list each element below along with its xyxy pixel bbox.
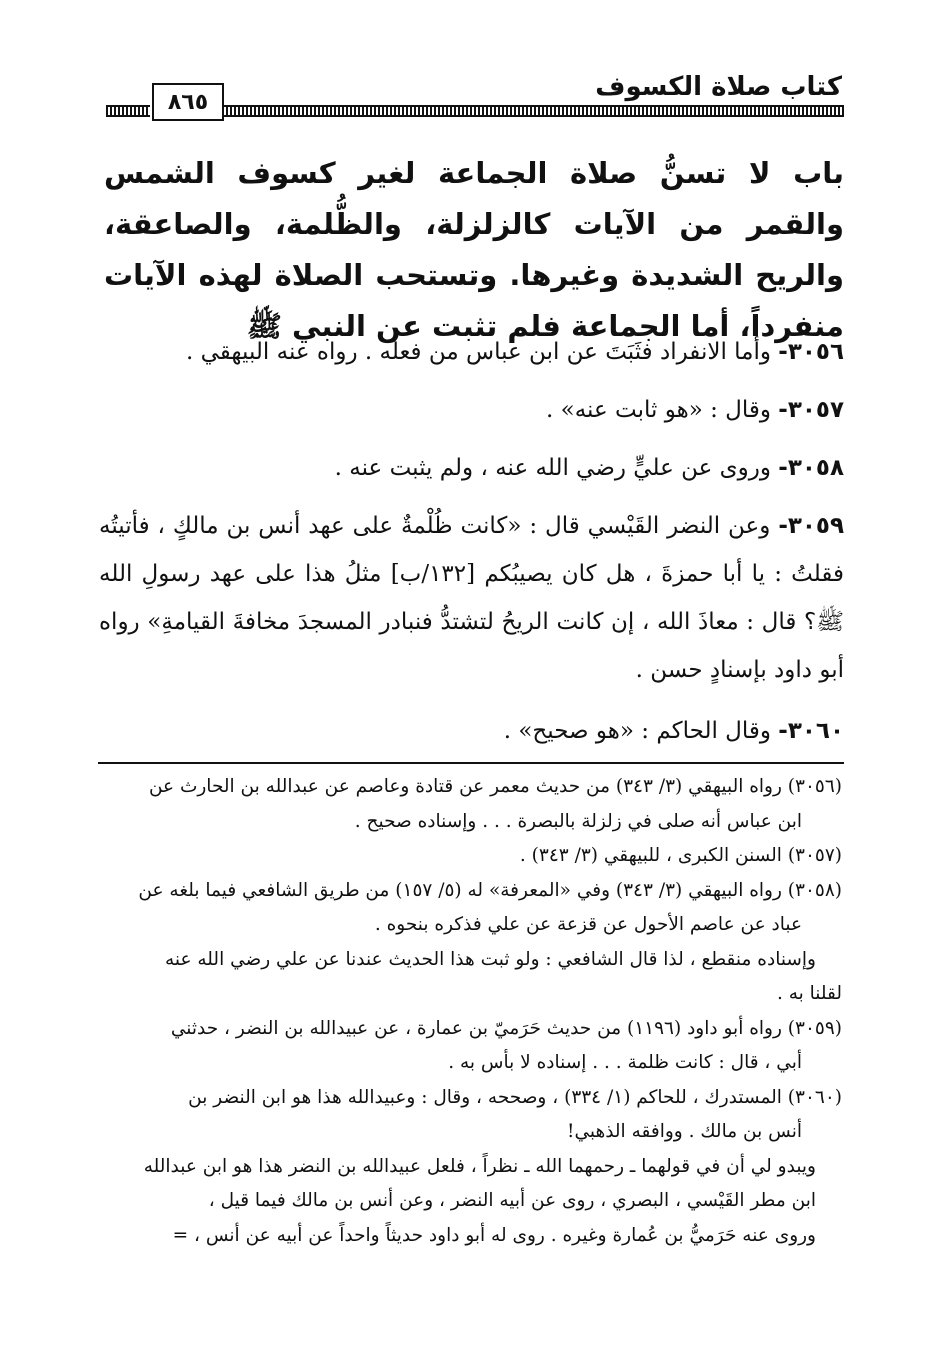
paragraph-3058 (335, 444, 844, 492)
paragraph-text: وقال الحاكم : «هو صحيح» . (503, 718, 771, 744)
footnote-line: وإسناده منقطع ، لذا قال الشافعي : ولو ثبت هذا الحديث عندنا عن علي رضي الله عنه (164, 948, 816, 970)
footnote-line: أنس بن مالك . ووافقه الذهبي! (567, 1121, 802, 1142)
footnote-3056: (٣٠٥٦) رواه البيهقي (٣/ ٣٤٣) من حديث معمر عن قتادة وعاصم عن عبدالله بن الحارث عن (148, 776, 842, 797)
paragraph-number: ٣٠٥٨- (778, 455, 844, 481)
paragraph-text: وعن النضر القَيْسي قال : «كانت ظُلْمةٌ على عهد أنس بن مالكٍ ، فأتيتُه فقلتُ : يا أبا حمزةَ ، هل كان يصيبُكم [١٣٢/ب] مثلُ هذا على عهد رسولِ الله ﷺ؟ قال : معاذَ الله ، إن كانت الريحُ لتشتدُّ فنبادر المسجدَ مخافةَ القيامةِ» رواه أبو داود بإسنادٍ حسن . (99, 513, 845, 683)
paragraph-number: ٣٠٥٩- (778, 513, 845, 539)
paragraph-3057 (546, 386, 844, 434)
footnote-line: ابن مطر القَيْسي ، البصري ، روى عن أبيه النضر ، وعن أنس بن مالك فيما قيل ، (208, 1190, 816, 1211)
footnote-line: وروى عنه حَرَميُّ بن عُمارة وغيره . روى له أبو داود حديثاً واحداً عن أبيه عن أنس ، = (172, 1224, 816, 1246)
paragraph-3060 (504, 707, 844, 755)
footnote-line: أبي ، قال : كانت ظلمة . . . إسناده لا بأس به . (448, 1052, 802, 1073)
paragraph-number: ٣٠٥٧- (778, 397, 844, 423)
paragraph-text: وقال : «هو ثابت عنه» . (546, 397, 771, 423)
paragraph-text: وأما الانفراد فثَبَتَ عن ابن عباس من فعله . رواه عنه البيهقي . (186, 339, 771, 365)
chapter-heading: باب لا تسنُّ صلاة الجماعة لغير كسوف الشمس والقمر من الآيات كالزلزلة، والظُّلمة، والصاعقة، والريح الشديدة وغيرها. وتستحب الصلاة لهذه الآيات منفرداً، أما الجماعة فلم تثبت عن النبي ﷺ (104, 156, 844, 343)
running-header-title: كتاب صلاة الكسوف (595, 72, 842, 102)
footnote-separator (98, 762, 844, 764)
paragraph-3059 (99, 502, 844, 694)
footnote-3058: (٣٠٥٨) رواه البيهقي (٣/ ٣٤٣) وفي «المعرفة» له (٥/ ١٥٧) من طريق الشافعي فيما بلغه عن (138, 879, 842, 901)
footnote-3059: (٣٠٥٩) رواه أبو داود (١١٩٦) من حديث حَرَميّ بن عمارة ، عن عبيدالله بن النضر ، حدثني (170, 1017, 842, 1039)
footnote-line: ويبدو لي أن في قولهما ـ رحمهما الله ـ نظراً ، فلعل عبيدالله بن النضر هذا هو ابن عبدالله (143, 1155, 816, 1177)
footnotes (138, 770, 842, 1253)
footnote-line: ابن عباس أنه صلى في زلزلة بالبصرة . . . وإسناده صحيح . (354, 810, 802, 832)
paragraph-3056 (186, 328, 844, 376)
paragraph-number: ٣٠٦٠- (778, 718, 844, 744)
footnote-line: لقلنا به . (776, 983, 842, 1004)
paragraph-text: وروى عن عليٍّ رضي الله عنه ، ولم يثبت عنه . (334, 455, 771, 481)
paragraph-number: ٣٠٥٦- (778, 339, 844, 365)
footnote-line: عباد عن عاصم الأحول عن قزعة عن علي فذكره بنحوه . (374, 914, 802, 935)
footnote-3060: (٣٠٦٠) المستدرك ، للحاكم (١/ ٣٣٤) ، وصححه ، وقال : وعبيدالله هذا هو ابن النضر بن (188, 1086, 842, 1108)
footnote-3057: (٣٠٥٧) السنن الكبرى ، للبيهقي (٣/ ٣٤٣) . (519, 845, 842, 866)
page-number: ٨٦٥ (152, 83, 224, 121)
